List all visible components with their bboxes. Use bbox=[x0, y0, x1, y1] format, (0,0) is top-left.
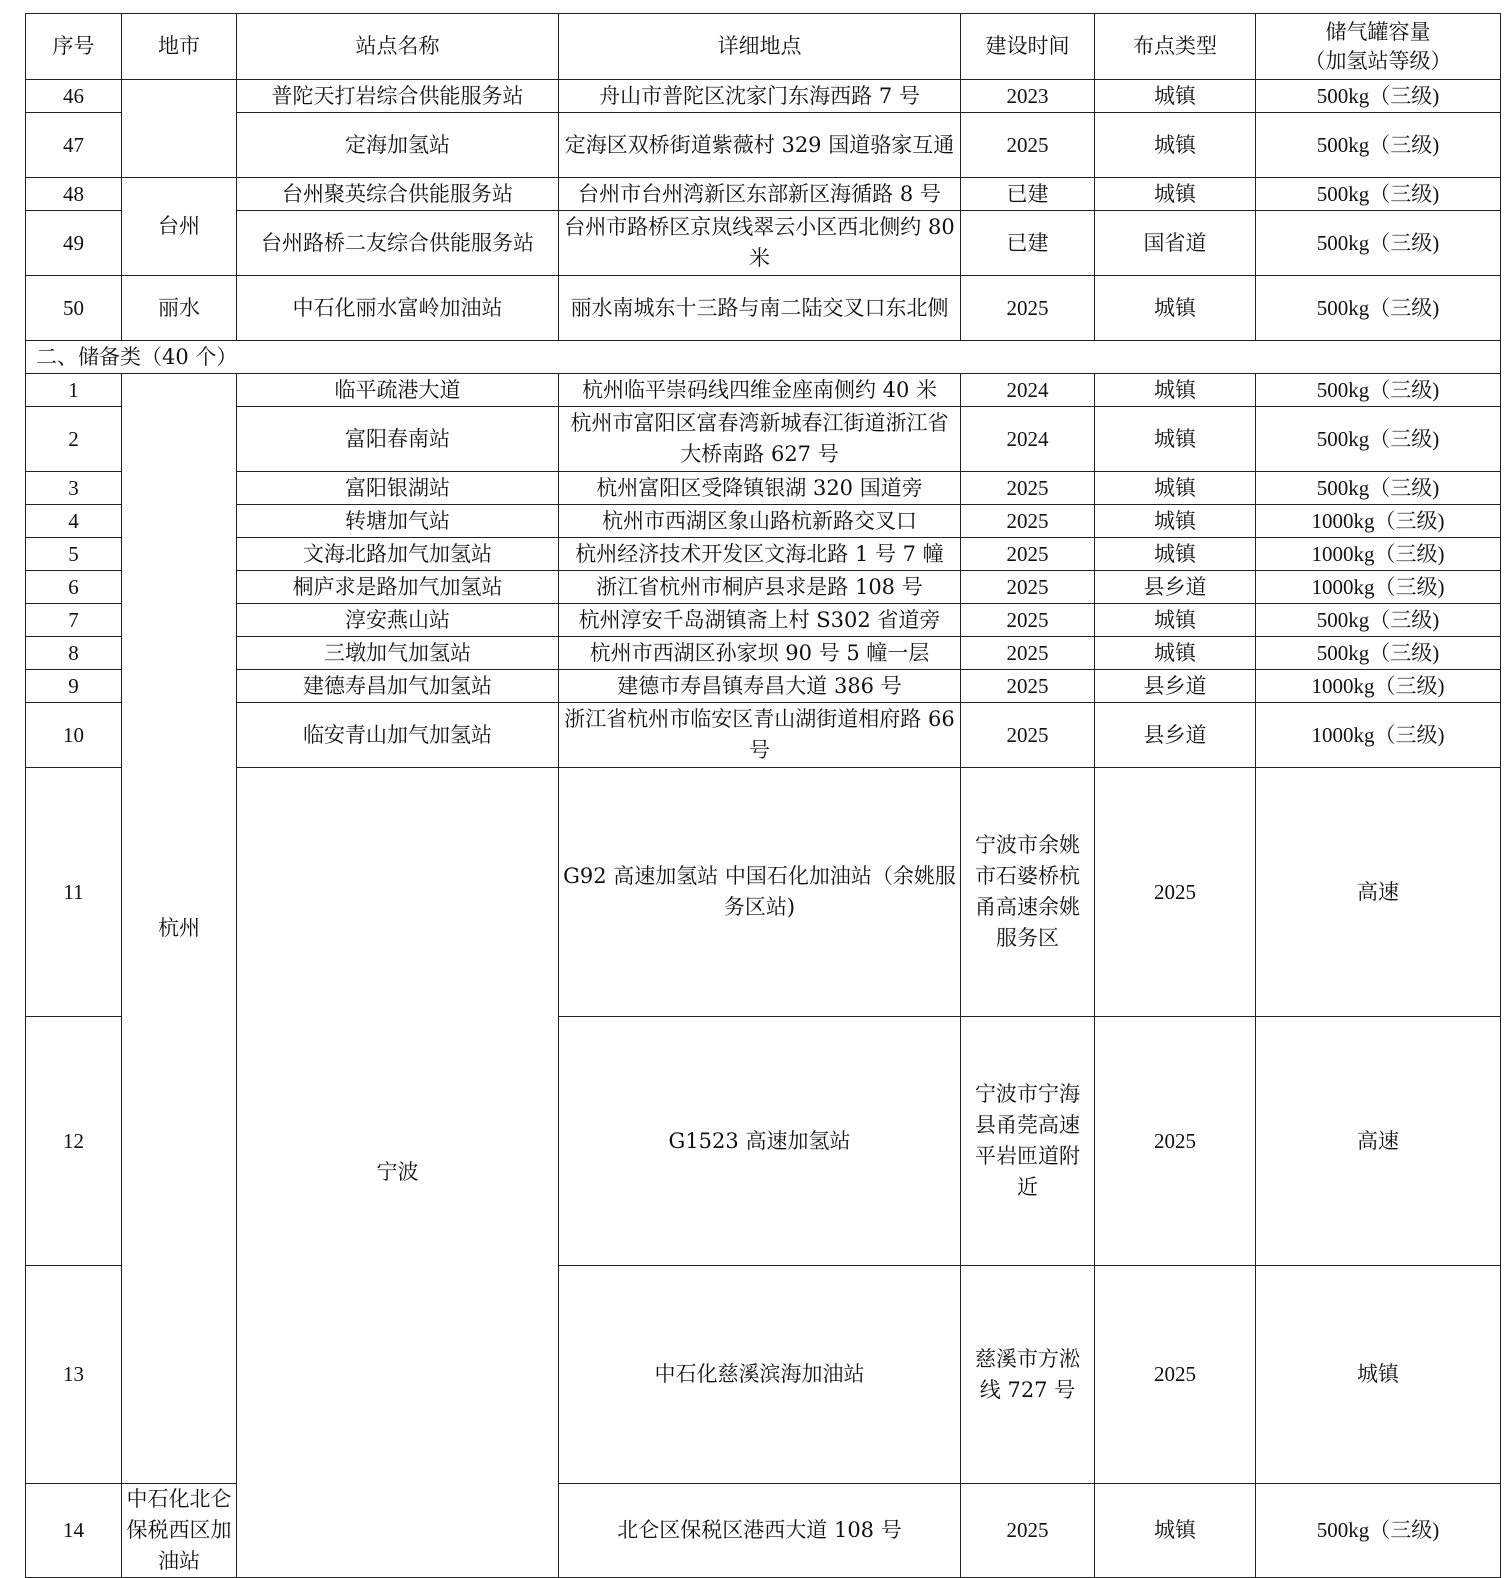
cell-year: 2025 bbox=[961, 276, 1095, 341]
cell-name: G92 高速加氢站 中国石化加油站（余姚服务区站) bbox=[559, 768, 961, 1017]
cell-address: 建德市寿昌镇寿昌大道 386 号 bbox=[559, 670, 961, 703]
table-row bbox=[26, 637, 1501, 670]
cell-type: 县乡道 bbox=[1095, 670, 1256, 703]
cell-seq: 3 bbox=[26, 472, 122, 505]
cell-seq: 46 bbox=[26, 80, 122, 113]
cell-year: 2025 bbox=[961, 604, 1095, 637]
cell-city-lishui: 丽水 bbox=[122, 276, 237, 341]
cell-address: 杭州经济技术开发区文海北路 1 号 7 幢 bbox=[559, 538, 961, 571]
cell-address: 杭州市西湖区孙家坝 90 号 5 幢一层 bbox=[559, 637, 961, 670]
station-table bbox=[25, 13, 1501, 1578]
cell-seq: 10 bbox=[26, 703, 122, 768]
cell-year: 2024 bbox=[961, 407, 1095, 472]
header-capacity-line1: 储气罐容量 bbox=[1325, 19, 1431, 44]
cell-address: 台州市路桥区京岚线翠云小区西北侧约 80 米 bbox=[559, 211, 961, 276]
table-row bbox=[26, 211, 1501, 276]
cell-address: 北仑区保税区港西大道 108 号 bbox=[559, 1484, 961, 1578]
cell-capacity: 1000kg（三级) bbox=[1256, 505, 1501, 538]
cell-capacity: 500kg（三级) bbox=[1256, 472, 1501, 505]
cell-address: 丽水南城东十三路与南二陆交叉口东北侧 bbox=[559, 276, 961, 341]
cell-seq: 11 bbox=[26, 768, 122, 1017]
cell-name: G1523 高速加氢站 bbox=[559, 1017, 961, 1266]
cell-year: 2025 bbox=[961, 637, 1095, 670]
cell-seq: 14 bbox=[26, 1484, 122, 1578]
table-row bbox=[26, 472, 1501, 505]
cell-name: 中石化慈溪滨海加油站 bbox=[559, 1266, 961, 1484]
cell-type: 城镇 bbox=[1095, 505, 1256, 538]
table-row bbox=[26, 604, 1501, 637]
cell-seq: 1 bbox=[26, 374, 122, 407]
header-capacity-line2: （加氢站等级） bbox=[1304, 48, 1452, 73]
cell-seq: 5 bbox=[26, 538, 122, 571]
cell-name: 富阳银湖站 bbox=[237, 472, 559, 505]
cell-type: 城镇 bbox=[1095, 407, 1256, 472]
cell-address: 杭州市西湖区象山路杭新路交叉口 bbox=[559, 505, 961, 538]
cell-seq: 6 bbox=[26, 571, 122, 604]
cell-type: 高速 bbox=[1256, 1017, 1501, 1266]
cell-name: 中石化北仑保税西区加油站 bbox=[122, 1484, 237, 1578]
cell-year: 2025 bbox=[961, 670, 1095, 703]
table-row bbox=[26, 670, 1501, 703]
cell-address: 慈溪市方淞线 727 号 bbox=[961, 1266, 1095, 1484]
cell-address: 杭州富阳区受降镇银湖 320 国道旁 bbox=[559, 472, 961, 505]
cell-seq: 2 bbox=[26, 407, 122, 472]
cell-seq: 9 bbox=[26, 670, 122, 703]
header-capacity bbox=[1256, 14, 1501, 80]
table-row bbox=[26, 768, 1501, 1017]
cell-type: 城镇 bbox=[1095, 113, 1256, 178]
cell-name: 淳安燕山站 bbox=[237, 604, 559, 637]
cell-year: 2024 bbox=[961, 374, 1095, 407]
cell-type: 城镇 bbox=[1095, 472, 1256, 505]
cell-seq: 4 bbox=[26, 505, 122, 538]
table-row bbox=[26, 538, 1501, 571]
cell-year: 2025 bbox=[1095, 768, 1256, 1017]
cell-type: 城镇 bbox=[1095, 604, 1256, 637]
cell-seq: 8 bbox=[26, 637, 122, 670]
cell-name: 建德寿昌加气加氢站 bbox=[237, 670, 559, 703]
header-row bbox=[26, 14, 1501, 80]
cell-type: 城镇 bbox=[1256, 1266, 1501, 1484]
cell-city-empty bbox=[122, 80, 237, 178]
cell-name: 文海北路加气加氢站 bbox=[237, 538, 559, 571]
table-row bbox=[26, 505, 1501, 538]
table-row bbox=[26, 407, 1501, 472]
cell-capacity: 500kg（三级) bbox=[1256, 637, 1501, 670]
cell-capacity: 500kg（三级) bbox=[1256, 374, 1501, 407]
cell-year: 2023 bbox=[961, 80, 1095, 113]
cell-year: 2025 bbox=[961, 472, 1095, 505]
section-title: 二、储备类（40 个） bbox=[26, 341, 1501, 374]
cell-seq: 47 bbox=[26, 113, 122, 178]
cell-address: 杭州临平崇码线四维金座南侧约 40 米 bbox=[559, 374, 961, 407]
cell-capacity: 500kg（三级) bbox=[1256, 113, 1501, 178]
cell-address: 宁波市余姚市石婆桥杭甬高速余姚服务区 bbox=[961, 768, 1095, 1017]
cell-address: 台州市台州湾新区东部新区海循路 8 号 bbox=[559, 178, 961, 211]
table-row bbox=[26, 178, 1501, 211]
header-seq: 序号 bbox=[26, 14, 122, 80]
cell-name: 定海加氢站 bbox=[237, 113, 559, 178]
cell-seq: 48 bbox=[26, 178, 122, 211]
cell-seq: 12 bbox=[26, 1017, 122, 1266]
cell-capacity: 1000kg（三级) bbox=[1256, 571, 1501, 604]
cell-year: 已建 bbox=[961, 211, 1095, 276]
cell-year: 2025 bbox=[961, 703, 1095, 768]
cell-address: 舟山市普陀区沈家门东海西路 7 号 bbox=[559, 80, 961, 113]
table-row bbox=[26, 571, 1501, 604]
cell-year: 2025 bbox=[961, 113, 1095, 178]
cell-type: 城镇 bbox=[1095, 538, 1256, 571]
cell-name: 中石化丽水富岭加油站 bbox=[237, 276, 559, 341]
header-city: 地市 bbox=[122, 14, 237, 80]
cell-seq: 13 bbox=[26, 1266, 122, 1484]
cell-year: 2025 bbox=[961, 538, 1095, 571]
section-row bbox=[26, 341, 1501, 374]
cell-type: 城镇 bbox=[1095, 276, 1256, 341]
cell-name: 临平疏港大道 bbox=[237, 374, 559, 407]
cell-city-taizhou: 台州 bbox=[122, 178, 237, 276]
cell-year: 2025 bbox=[961, 571, 1095, 604]
cell-name: 临安青山加气加氢站 bbox=[237, 703, 559, 768]
cell-name: 台州路桥二友综合供能服务站 bbox=[237, 211, 559, 276]
cell-capacity: 500kg（三级) bbox=[1256, 80, 1501, 113]
table-row bbox=[26, 113, 1501, 178]
header-year: 建设时间 bbox=[961, 14, 1095, 80]
table-row bbox=[26, 703, 1501, 768]
cell-year: 2025 bbox=[961, 505, 1095, 538]
cell-address: 浙江省杭州市桐庐县求是路 108 号 bbox=[559, 571, 961, 604]
cell-seq: 7 bbox=[26, 604, 122, 637]
cell-address: 宁波市宁海县甬莞高速平岩匝道附近 bbox=[961, 1017, 1095, 1266]
cell-year: 2025 bbox=[1095, 1017, 1256, 1266]
cell-name: 普陀天打岩综合供能服务站 bbox=[237, 80, 559, 113]
cell-type: 城镇 bbox=[1095, 80, 1256, 113]
header-type: 布点类型 bbox=[1095, 14, 1256, 80]
cell-capacity: 1000kg（三级) bbox=[1256, 670, 1501, 703]
cell-address: 浙江省杭州市临安区青山湖街道相府路 66 号 bbox=[559, 703, 961, 768]
cell-address: 杭州淳安千岛湖镇斋上村 S302 省道旁 bbox=[559, 604, 961, 637]
cell-capacity: 500kg（三级) bbox=[1256, 1484, 1501, 1578]
cell-type: 城镇 bbox=[1095, 1484, 1256, 1578]
cell-type: 城镇 bbox=[1095, 637, 1256, 670]
cell-capacity: 500kg（三级) bbox=[1256, 604, 1501, 637]
cell-name: 三墩加气加氢站 bbox=[237, 637, 559, 670]
cell-type: 高速 bbox=[1256, 768, 1501, 1017]
header-name: 站点名称 bbox=[237, 14, 559, 80]
cell-name: 桐庐求是路加气加氢站 bbox=[237, 571, 559, 604]
cell-year: 已建 bbox=[961, 178, 1095, 211]
table-row bbox=[26, 80, 1501, 113]
cell-type: 城镇 bbox=[1095, 374, 1256, 407]
cell-capacity: 500kg（三级) bbox=[1256, 276, 1501, 341]
cell-seq: 50 bbox=[26, 276, 122, 341]
cell-year: 2025 bbox=[961, 1484, 1095, 1578]
cell-type: 城镇 bbox=[1095, 178, 1256, 211]
cell-name: 台州聚英综合供能服务站 bbox=[237, 178, 559, 211]
cell-name: 富阳春南站 bbox=[237, 407, 559, 472]
cell-type: 县乡道 bbox=[1095, 703, 1256, 768]
table-row bbox=[26, 374, 1501, 407]
header-address: 详细地点 bbox=[559, 14, 961, 80]
cell-city-ningbo: 宁波 bbox=[237, 768, 559, 1578]
cell-city-hangzhou: 杭州 bbox=[122, 374, 237, 1484]
cell-address: 杭州市富阳区富春湾新城春江街道浙江省大桥南路 627 号 bbox=[559, 407, 961, 472]
cell-type: 国省道 bbox=[1095, 211, 1256, 276]
cell-capacity: 1000kg（三级) bbox=[1256, 703, 1501, 768]
cell-capacity: 1000kg（三级) bbox=[1256, 538, 1501, 571]
cell-capacity: 500kg（三级) bbox=[1256, 211, 1501, 276]
cell-type: 县乡道 bbox=[1095, 571, 1256, 604]
cell-capacity: 500kg（三级) bbox=[1256, 407, 1501, 472]
cell-year: 2025 bbox=[1095, 1266, 1256, 1484]
cell-seq: 49 bbox=[26, 211, 122, 276]
cell-name: 转塘加气站 bbox=[237, 505, 559, 538]
table-row bbox=[26, 276, 1501, 341]
cell-capacity: 500kg（三级) bbox=[1256, 178, 1501, 211]
cell-address: 定海区双桥街道紫薇村 329 国道骆家互通 bbox=[559, 113, 961, 178]
